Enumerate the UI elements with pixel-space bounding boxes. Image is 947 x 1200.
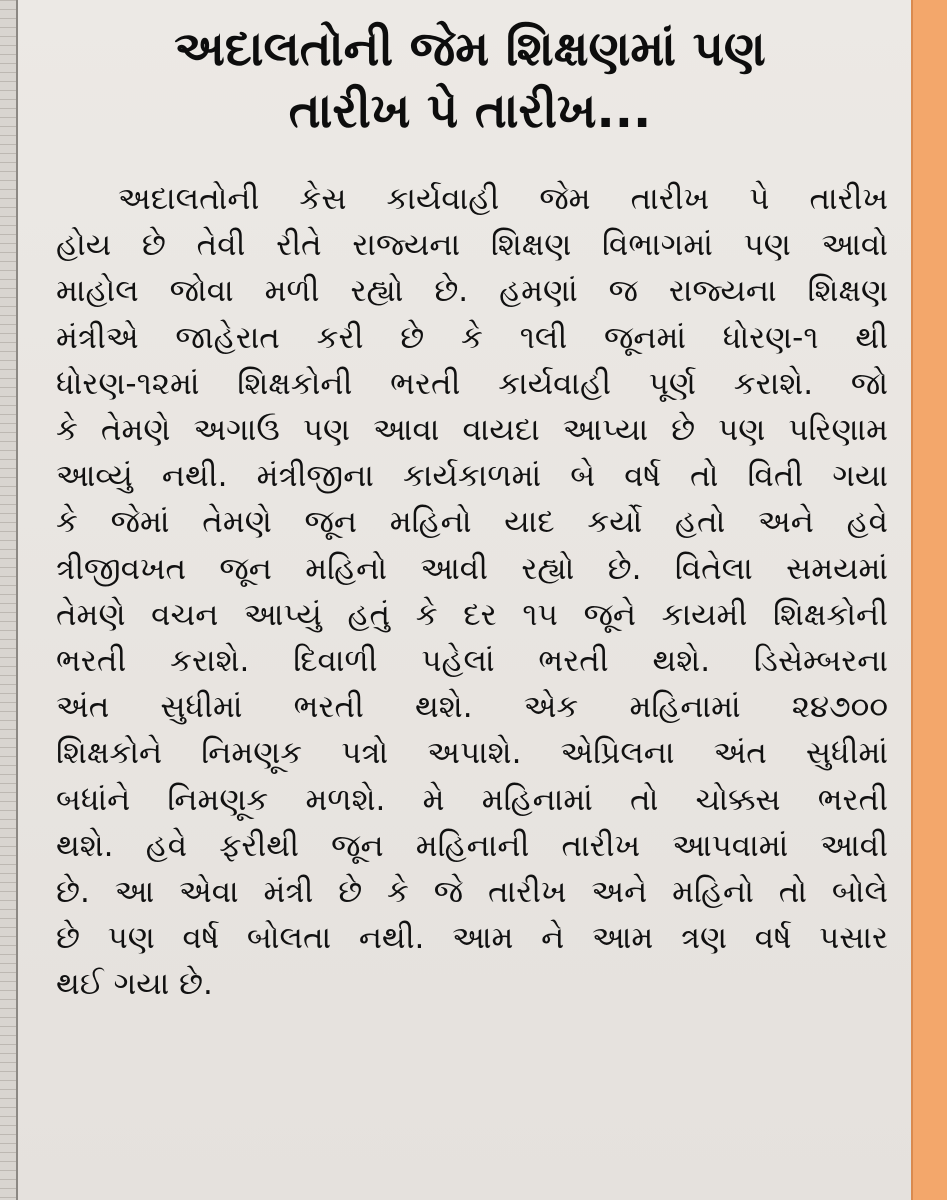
body-line: માહોલ જોવા મળી રહ્યો છે. હમણાં જ રાજ્યના શિક્ષણ	[56, 273, 888, 310]
body-line: છે પણ વર્ષ બોલતા નથી. આમ ને આમ ત્રણ વર્ષ પસાર	[56, 920, 888, 957]
body-line: શિક્ષકોને નિમણૂક પત્રો અપાશે. એપ્રિલના અંત સુધીમાં	[56, 735, 888, 772]
article-headline	[40, 18, 900, 142]
body-line: છે. આ એવા મંત્રી છે કે જે તારીખ અને મહિનો તો બોલે	[56, 874, 888, 911]
body-line: ત્રીજીવખત જૂન મહિનો આવી રહ્યો છે. વિતેલા સમયમાં	[56, 550, 888, 587]
body-line: થશે. હવે ફરીથી જૂન મહિનાની તારીખ આપવામાં આવી	[56, 827, 888, 864]
body-line: ધોરણ-૧૨માં શિક્ષકોની ભરતી કાર્યવાહી પૂર્ણ કરાશે. જો	[56, 365, 888, 402]
body-line: બધાંને નિમણૂક મળશે. મે મહિનામાં તો ચોક્કસ ભરતી	[56, 781, 888, 818]
left-column-edge	[0, 0, 18, 1200]
headline-line-1: અદાલતોની જેમ શિક્ષણમાં પણ	[174, 21, 766, 77]
body-line: હોય છે તેવી રીતે રાજ્યના શિક્ષણ વિભાગમાં પણ આવો	[56, 227, 888, 264]
body-line: કે તેમણે અગાઉ પણ આવા વાયદા આપ્યા છે પણ પરિણામ	[56, 412, 888, 449]
body-line: આવ્યું નથી. મંત્રીજીના કાર્યકાળમાં બે વર્ષ તો વિતી ગયા	[56, 458, 888, 495]
body-line: ભરતી કરાશે. દિવાળી પહેલાં ભરતી થશે. ડિસેમ્બરના	[56, 643, 888, 680]
cropped-previous-text	[60, 0, 620, 8]
body-line: અંત સુધીમાં ભરતી થશે. એક મહિનામાં ૨૪૭૦૦	[56, 689, 888, 726]
body-line: અદાલતોની કેસ કાર્યવાહી જેમ તારીખ પે તારીખ	[118, 181, 888, 217]
right-orange-border	[911, 0, 947, 1200]
body-line-last: થઈ ગયા છે.	[56, 966, 213, 1003]
cropped-next-text	[56, 1186, 876, 1200]
body-line: કે જેમાં તેમણે જૂન મહિનો યાદ કર્યો હતો અને હવે	[56, 504, 888, 541]
article-body	[56, 176, 888, 1008]
body-line: મંત્રીએ જાહેરાત કરી છે કે ૧લી જૂનમાં ધોરણ-૧ થી	[56, 319, 888, 356]
body-line: તેમણે વચન આપ્યું હતું કે દર ૧૫ જૂને કાયમી શિક્ષકોની	[56, 596, 888, 633]
headline-line-2: તારીખ પે તારીખ...	[288, 83, 652, 139]
